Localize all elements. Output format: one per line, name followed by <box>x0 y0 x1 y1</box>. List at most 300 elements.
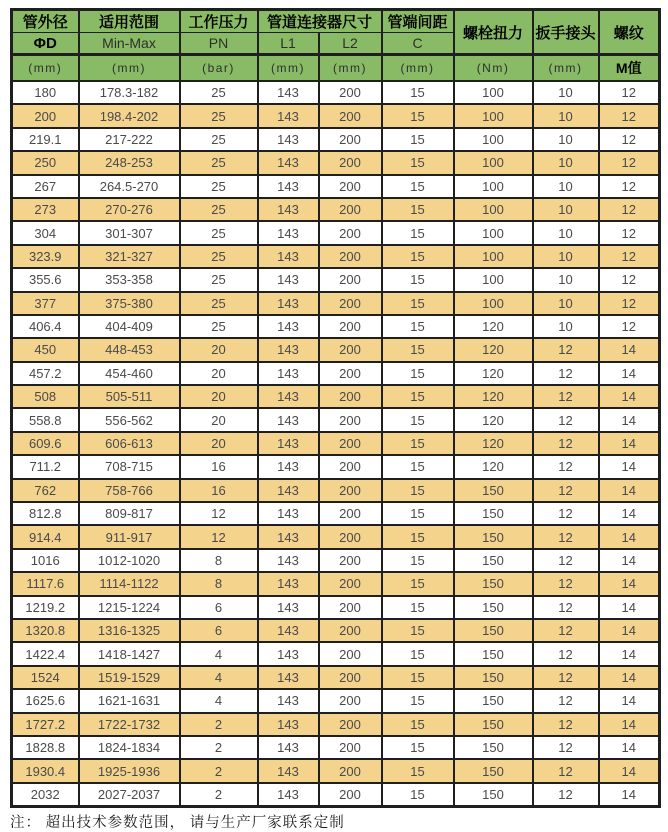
table-cell: 711.2 <box>12 455 79 478</box>
table-cell: 15 <box>382 128 454 151</box>
table-cell: 25 <box>180 175 258 198</box>
table-cell: 10 <box>533 175 599 198</box>
table-cell: 2032 <box>12 783 79 807</box>
table-cell: 809-817 <box>79 502 180 525</box>
table-cell: 100 <box>454 104 533 127</box>
table-row <box>12 736 660 759</box>
table-cell: 143 <box>258 642 319 665</box>
table-cell: 143 <box>258 666 319 689</box>
table-row <box>12 689 660 712</box>
table-cell: 248-253 <box>79 151 180 174</box>
table-cell: 100 <box>454 128 533 151</box>
table-row <box>12 362 660 385</box>
table-cell: 15 <box>382 619 454 642</box>
table-cell: 143 <box>258 81 319 104</box>
table-row <box>12 315 660 338</box>
table-cell: 143 <box>258 151 319 174</box>
table-row <box>12 268 660 291</box>
table-row <box>12 525 660 548</box>
table-cell: 143 <box>258 619 319 642</box>
table-cell: 200 <box>319 104 382 127</box>
table-cell: 200 <box>319 81 382 104</box>
table-cell: 377 <box>12 292 79 315</box>
table-cell: 12 <box>533 549 599 572</box>
table-cell: 1012-1020 <box>79 549 180 572</box>
table-cell: 12 <box>533 713 599 736</box>
table-row <box>12 338 660 361</box>
table-cell: 150 <box>454 759 533 782</box>
table-cell: 12 <box>599 268 660 291</box>
table-cell: 25 <box>180 315 258 338</box>
table-cell: 143 <box>258 596 319 619</box>
table-cell: 15 <box>382 175 454 198</box>
table-cell: 200 <box>319 549 382 572</box>
table-row <box>12 81 660 104</box>
table-cell: 15 <box>382 292 454 315</box>
table-cell: 404-409 <box>79 315 180 338</box>
table-cell: 15 <box>382 432 454 455</box>
table-cell: 12 <box>599 245 660 268</box>
table-cell: 12 <box>599 221 660 244</box>
table-row <box>12 408 660 431</box>
table-cell: 143 <box>258 432 319 455</box>
table-cell: 1621-1631 <box>79 689 180 712</box>
table-row <box>12 198 660 221</box>
table-cell: 1215-1224 <box>79 596 180 619</box>
table-cell: 450 <box>12 338 79 361</box>
table-cell: 120 <box>454 432 533 455</box>
table-cell: 200 <box>319 128 382 151</box>
table-row <box>12 455 660 478</box>
table-cell: 1117.6 <box>12 572 79 595</box>
table-cell: 15 <box>382 315 454 338</box>
col-bolt-torque-unit: (Nm) <box>454 55 533 82</box>
table-cell: 15 <box>382 479 454 502</box>
table-cell: 12 <box>533 666 599 689</box>
table-cell: 16 <box>180 479 258 502</box>
table-cell: 143 <box>258 198 319 221</box>
table-cell: 12 <box>533 596 599 619</box>
table-cell: 200 <box>319 502 382 525</box>
table-cell: 10 <box>533 292 599 315</box>
table-cell: 143 <box>258 713 319 736</box>
col-l1-symbol: L1 <box>258 33 319 55</box>
header-row-titles <box>12 10 660 33</box>
table-cell: 200 <box>319 338 382 361</box>
table-cell: 8 <box>180 549 258 572</box>
table-cell: 25 <box>180 268 258 291</box>
col-range-symbol: Min-Max <box>79 33 180 55</box>
table-cell: 200 <box>319 362 382 385</box>
table-cell: 219.1 <box>12 128 79 151</box>
header-row-units <box>12 55 660 82</box>
table-cell: 1114-1122 <box>79 572 180 595</box>
table-cell: 15 <box>382 713 454 736</box>
table-cell: 150 <box>454 666 533 689</box>
col-end-gap-symbol: C <box>382 33 454 55</box>
table-cell: 454-460 <box>79 362 180 385</box>
table-cell: 812.8 <box>12 502 79 525</box>
table-cell: 12 <box>599 81 660 104</box>
table-cell: 14 <box>599 666 660 689</box>
col-wrench-unit: (mm) <box>533 55 599 82</box>
table-row <box>12 572 660 595</box>
table-cell: 200 <box>319 198 382 221</box>
table-cell: 143 <box>258 736 319 759</box>
table-cell: 14 <box>599 362 660 385</box>
table-cell: 120 <box>454 385 533 408</box>
table-cell: 2 <box>180 759 258 782</box>
table-cell: 14 <box>599 385 660 408</box>
table-cell: 406.4 <box>12 315 79 338</box>
table-cell: 1524 <box>12 666 79 689</box>
table-row <box>12 666 660 689</box>
table-cell: 143 <box>258 292 319 315</box>
table-cell: 178.3-182 <box>79 81 180 104</box>
table-cell: 14 <box>599 783 660 807</box>
table-cell: 15 <box>382 455 454 478</box>
table-row <box>12 175 660 198</box>
col-l1-unit: (mm) <box>258 55 319 82</box>
table-cell: 150 <box>454 549 533 572</box>
table-cell: 100 <box>454 175 533 198</box>
table-cell: 143 <box>258 385 319 408</box>
table-cell: 14 <box>599 619 660 642</box>
table-cell: 250 <box>12 151 79 174</box>
col-end-gap-unit: (mm) <box>382 55 454 82</box>
col-outer-diameter-symbol: ΦD <box>12 33 79 55</box>
table-cell: 15 <box>382 268 454 291</box>
table-cell: 911-917 <box>79 525 180 548</box>
table-cell: 914.4 <box>12 525 79 548</box>
table-cell: 12 <box>533 525 599 548</box>
table-cell: 100 <box>454 198 533 221</box>
table-cell: 12 <box>180 502 258 525</box>
table-cell: 12 <box>533 502 599 525</box>
table-cell: 100 <box>454 81 533 104</box>
table-cell: 14 <box>599 502 660 525</box>
table-cell: 2 <box>180 736 258 759</box>
table-cell: 200 <box>319 642 382 665</box>
table-cell: 15 <box>382 385 454 408</box>
table-cell: 143 <box>258 689 319 712</box>
table-cell: 15 <box>382 572 454 595</box>
table-row <box>12 619 660 642</box>
table-cell: 120 <box>454 362 533 385</box>
table-cell: 12 <box>533 432 599 455</box>
col-thread-title: 螺纹 <box>599 10 660 55</box>
table-row <box>12 432 660 455</box>
table-cell: 143 <box>258 245 319 268</box>
table-cell: 143 <box>258 455 319 478</box>
table-cell: 321-327 <box>79 245 180 268</box>
table-cell: 25 <box>180 292 258 315</box>
table-cell: 6 <box>180 619 258 642</box>
col-end-gap-title: 管端间距 <box>382 10 454 33</box>
table-cell: 143 <box>258 221 319 244</box>
col-connector-size-title: 管道连接器尺寸 <box>258 10 382 33</box>
table-row <box>12 783 660 807</box>
table-cell: 200 <box>319 619 382 642</box>
table-cell: 200 <box>319 151 382 174</box>
table-cell: 143 <box>258 783 319 807</box>
table-cell: 200 <box>319 221 382 244</box>
table-cell: 1925-1936 <box>79 759 180 782</box>
table-cell: 15 <box>382 338 454 361</box>
table-cell: 200 <box>319 408 382 431</box>
table-row <box>12 549 660 572</box>
table-cell: 15 <box>382 81 454 104</box>
table-cell: 14 <box>599 736 660 759</box>
table-cell: 150 <box>454 479 533 502</box>
table-cell: 12 <box>533 479 599 502</box>
table-cell: 25 <box>180 104 258 127</box>
col-l2-unit: (mm) <box>319 55 382 82</box>
table-cell: 12 <box>533 783 599 807</box>
table-cell: 12 <box>599 315 660 338</box>
table-cell: 100 <box>454 292 533 315</box>
table-cell: 150 <box>454 502 533 525</box>
col-outer-diameter-unit: (mm) <box>12 55 79 82</box>
table-cell: 200 <box>319 572 382 595</box>
table-cell: 25 <box>180 245 258 268</box>
table-cell: 15 <box>382 783 454 807</box>
table-cell: 200 <box>319 245 382 268</box>
table-row <box>12 151 660 174</box>
table-cell: 10 <box>533 221 599 244</box>
table-cell: 14 <box>599 408 660 431</box>
table-cell: 150 <box>454 596 533 619</box>
table-row <box>12 385 660 408</box>
table-cell: 200 <box>319 315 382 338</box>
table-row <box>12 128 660 151</box>
table-cell: 200 <box>319 713 382 736</box>
table-cell: 1930.4 <box>12 759 79 782</box>
table-cell: 20 <box>180 362 258 385</box>
table-cell: 200 <box>319 783 382 807</box>
table-cell: 12 <box>533 455 599 478</box>
table-cell: 15 <box>382 151 454 174</box>
table-cell: 6 <box>180 596 258 619</box>
col-range-unit: (mm) <box>79 55 180 82</box>
table-cell: 14 <box>599 759 660 782</box>
table-cell: 2 <box>180 783 258 807</box>
pipe-spec-table <box>10 8 661 808</box>
table-cell: 12 <box>599 151 660 174</box>
table-cell: 25 <box>180 221 258 244</box>
table-cell: 25 <box>180 151 258 174</box>
table-cell: 556-562 <box>79 408 180 431</box>
table-cell: 15 <box>382 525 454 548</box>
table-cell: 143 <box>258 104 319 127</box>
table-cell: 20 <box>180 385 258 408</box>
table-cell: 14 <box>599 525 660 548</box>
table-cell: 16 <box>180 455 258 478</box>
table-cell: 10 <box>533 198 599 221</box>
table-cell: 14 <box>599 455 660 478</box>
table-cell: 200 <box>319 479 382 502</box>
table-cell: 25 <box>180 198 258 221</box>
table-cell: 120 <box>454 315 533 338</box>
col-l2-symbol: L2 <box>319 33 382 55</box>
table-cell: 10 <box>533 315 599 338</box>
table-cell: 150 <box>454 642 533 665</box>
col-wrench-title: 扳手接头 <box>533 10 599 55</box>
table-cell: 505-511 <box>79 385 180 408</box>
table-cell: 143 <box>258 525 319 548</box>
table-row <box>12 104 660 127</box>
table-cell: 12 <box>533 385 599 408</box>
table-cell: 4 <box>180 689 258 712</box>
table-cell: 14 <box>599 689 660 712</box>
table-cell: 15 <box>382 596 454 619</box>
table-cell: 14 <box>599 432 660 455</box>
table-cell: 200 <box>319 175 382 198</box>
col-thread-unit: M值 <box>599 55 660 82</box>
col-range-title: 适用范围 <box>79 10 180 33</box>
table-cell: 264.5-270 <box>79 175 180 198</box>
table-cell: 217-222 <box>79 128 180 151</box>
table-cell: 12 <box>533 572 599 595</box>
table-cell: 15 <box>382 736 454 759</box>
table-cell: 150 <box>454 736 533 759</box>
table-cell: 1422.4 <box>12 642 79 665</box>
table-cell: 14 <box>599 713 660 736</box>
table-cell: 1016 <box>12 549 79 572</box>
table-cell: 448-453 <box>79 338 180 361</box>
table-cell: 15 <box>382 642 454 665</box>
table-cell: 762 <box>12 479 79 502</box>
table-row <box>12 245 660 268</box>
table-cell: 143 <box>258 362 319 385</box>
table-cell: 1727.2 <box>12 713 79 736</box>
table-cell: 12 <box>599 128 660 151</box>
table-cell: 180 <box>12 81 79 104</box>
table-cell: 15 <box>382 221 454 244</box>
table-cell: 12 <box>533 642 599 665</box>
table-cell: 375-380 <box>79 292 180 315</box>
table-cell: 12 <box>599 104 660 127</box>
table-cell: 143 <box>258 128 319 151</box>
table-cell: 150 <box>454 619 533 642</box>
table-cell: 323.9 <box>12 245 79 268</box>
table-row <box>12 502 660 525</box>
table-cell: 606-613 <box>79 432 180 455</box>
table-cell: 200 <box>319 432 382 455</box>
table-cell: 14 <box>599 572 660 595</box>
table-cell: 20 <box>180 338 258 361</box>
table-row <box>12 596 660 619</box>
table-cell: 200 <box>319 268 382 291</box>
table-cell: 100 <box>454 221 533 244</box>
table-cell: 508 <box>12 385 79 408</box>
table-cell: 1519-1529 <box>79 666 180 689</box>
table-cell: 200 <box>319 736 382 759</box>
table-cell: 200 <box>319 759 382 782</box>
footer-note: 注： 超出技术参数范围， 请与生产厂家联系定制 <box>10 815 345 832</box>
table-cell: 2027-2037 <box>79 783 180 807</box>
table-cell: 1219.2 <box>12 596 79 619</box>
table-cell: 143 <box>258 572 319 595</box>
table-cell: 20 <box>180 408 258 431</box>
table-cell: 758-766 <box>79 479 180 502</box>
table-cell: 100 <box>454 245 533 268</box>
table-cell: 14 <box>599 479 660 502</box>
table-cell: 12 <box>180 525 258 548</box>
table-cell: 200 <box>319 455 382 478</box>
table-cell: 15 <box>382 549 454 572</box>
table-cell: 25 <box>180 128 258 151</box>
table-cell: 14 <box>599 642 660 665</box>
table-cell: 270-276 <box>79 198 180 221</box>
table-cell: 200 <box>319 596 382 619</box>
table-cell: 200 <box>319 385 382 408</box>
table-cell: 558.8 <box>12 408 79 431</box>
table-cell: 15 <box>382 408 454 431</box>
table-cell: 1824-1834 <box>79 736 180 759</box>
col-pressure-title: 工作压力 <box>180 10 258 33</box>
table-cell: 12 <box>533 408 599 431</box>
table-cell: 143 <box>258 315 319 338</box>
table-cell: 1418-1427 <box>79 642 180 665</box>
table-cell: 120 <box>454 408 533 431</box>
table-cell: 143 <box>258 338 319 361</box>
table-row <box>12 479 660 502</box>
table-cell: 143 <box>258 479 319 502</box>
table-cell: 301-307 <box>79 221 180 244</box>
table-cell: 1828.8 <box>12 736 79 759</box>
table-row <box>12 713 660 736</box>
table-cell: 150 <box>454 713 533 736</box>
table-row <box>12 642 660 665</box>
table-cell: 1722-1732 <box>79 713 180 736</box>
table-cell: 143 <box>258 408 319 431</box>
table-cell: 2 <box>180 713 258 736</box>
col-pressure-unit: (bar) <box>180 55 258 82</box>
table-cell: 4 <box>180 642 258 665</box>
table-cell: 14 <box>599 596 660 619</box>
table-cell: 708-715 <box>79 455 180 478</box>
table-cell: 143 <box>258 759 319 782</box>
table-cell: 15 <box>382 759 454 782</box>
table-cell: 12 <box>533 338 599 361</box>
table-cell: 304 <box>12 221 79 244</box>
table-cell: 10 <box>533 151 599 174</box>
table-cell: 200 <box>319 689 382 712</box>
table-cell: 198.4-202 <box>79 104 180 127</box>
table-cell: 200 <box>319 525 382 548</box>
table-cell: 355.6 <box>12 268 79 291</box>
table-cell: 143 <box>258 268 319 291</box>
table-cell: 200 <box>319 292 382 315</box>
table-cell: 143 <box>258 549 319 572</box>
col-bolt-torque-title: 螺栓扭力 <box>454 10 533 55</box>
table-cell: 12 <box>599 198 660 221</box>
table-cell: 457.2 <box>12 362 79 385</box>
table-cell: 10 <box>533 104 599 127</box>
table-cell: 273 <box>12 198 79 221</box>
table-cell: 15 <box>382 502 454 525</box>
table-cell: 12 <box>533 362 599 385</box>
table-cell: 12 <box>533 759 599 782</box>
table-cell: 25 <box>180 81 258 104</box>
table-cell: 143 <box>258 175 319 198</box>
table-cell: 120 <box>454 338 533 361</box>
table-cell: 15 <box>382 104 454 127</box>
table-cell: 15 <box>382 245 454 268</box>
table-cell: 20 <box>180 432 258 455</box>
table-cell: 12 <box>533 736 599 759</box>
